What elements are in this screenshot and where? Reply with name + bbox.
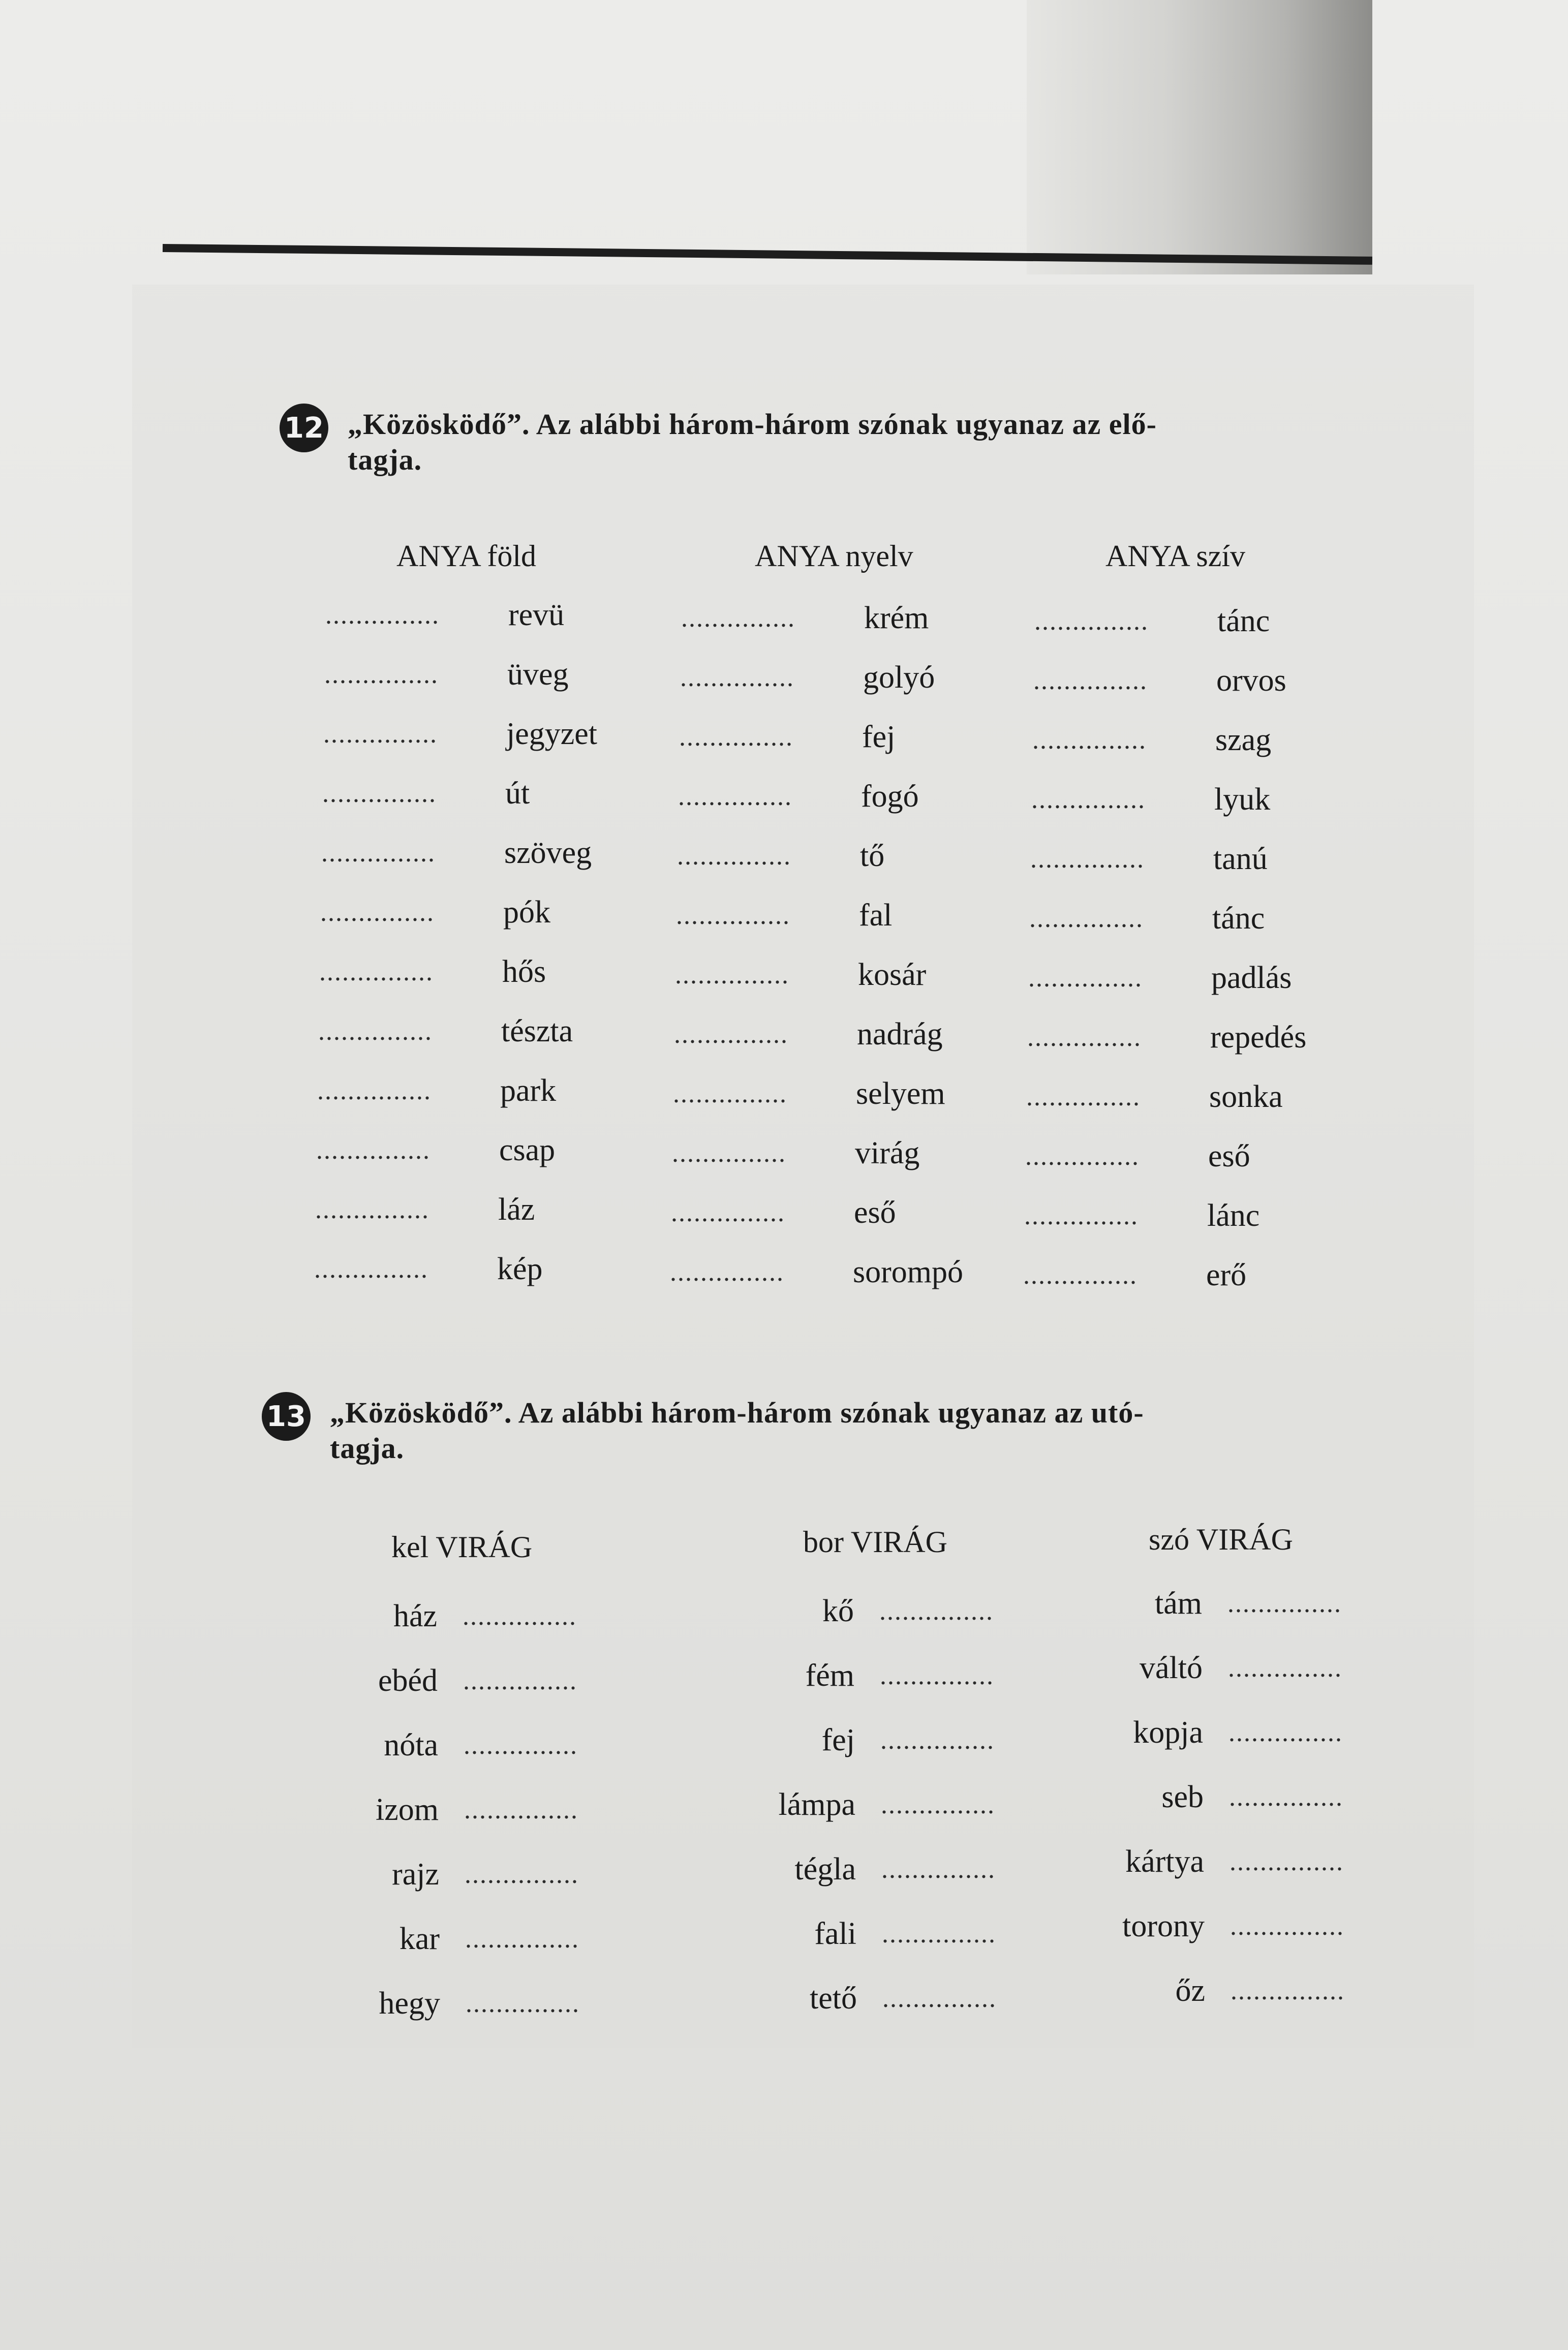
- exercise-row: [317, 1070, 703, 1111]
- heading-word: bor: [803, 1525, 844, 1559]
- answer-blank[interactable]: ...............: [679, 722, 793, 752]
- answer-blank[interactable]: ...............: [464, 1795, 578, 1825]
- exercise-row: [1024, 1195, 1410, 1236]
- word: tám: [1155, 1586, 1202, 1621]
- answer-blank[interactable]: ...............: [322, 779, 437, 808]
- word: torony: [1122, 1908, 1205, 1943]
- exercise-row: [680, 657, 1066, 698]
- word: ebéd: [378, 1663, 438, 1698]
- answer-blank[interactable]: ...............: [1229, 1847, 1344, 1876]
- word: lyuk: [1214, 782, 1271, 817]
- column-heading: [391, 1530, 747, 1565]
- answer-blank[interactable]: ...............: [1026, 1082, 1141, 1111]
- answer-blank[interactable]: ...............: [1032, 725, 1147, 755]
- word: krém: [864, 600, 929, 635]
- exercise-row: [681, 598, 1067, 638]
- instruction-line: „Közösködő”. Az alábbi három-három szónak ugyanaz az elő-: [348, 408, 1157, 441]
- answer-blank[interactable]: ...............: [314, 1254, 428, 1284]
- exercise-row: [325, 595, 712, 635]
- answer-blank[interactable]: ...............: [677, 841, 791, 871]
- answer-blank[interactable]: ...............: [316, 1135, 431, 1165]
- answer-blank[interactable]: ...............: [465, 1860, 579, 1889]
- answer-blank[interactable]: ...............: [1229, 1782, 1343, 1812]
- word: kosár: [858, 957, 927, 992]
- word: revü: [508, 597, 565, 632]
- exercise-row: [1031, 779, 1418, 820]
- answer-blank[interactable]: ...............: [1228, 1653, 1342, 1683]
- answer-blank[interactable]: ...............: [466, 1989, 580, 2018]
- exercise-row: [1033, 660, 1420, 701]
- instruction-line: „Közösködő”. Az alábbi három-három szónak ugyanaz az utó-: [330, 1396, 1144, 1429]
- answer-blank[interactable]: ...............: [673, 1079, 787, 1108]
- word: golyó: [863, 660, 935, 695]
- answer-blank[interactable]: ...............: [1033, 666, 1148, 695]
- answer-blank[interactable]: ...............: [676, 901, 790, 930]
- exercise-row: [679, 717, 1065, 757]
- answer-blank[interactable]: ...............: [880, 1725, 995, 1755]
- exercise-row: [673, 1073, 1059, 1114]
- answer-blank[interactable]: ...............: [1230, 1911, 1344, 1941]
- exercise-row: [315, 1189, 701, 1230]
- exercise-row: [676, 895, 1062, 936]
- exercise-row: [1081, 1712, 1467, 1753]
- exercise-row: [323, 714, 710, 754]
- word: tanú: [1213, 841, 1268, 876]
- answer-blank[interactable]: ...............: [678, 782, 792, 811]
- word: hős: [502, 954, 546, 989]
- word: szöveg: [504, 835, 592, 870]
- exercise-number-badge: 13: [262, 1392, 311, 1441]
- instruction-line: tagja.: [330, 1431, 405, 1465]
- word: eső: [854, 1195, 896, 1230]
- exercise-row: [1025, 1136, 1411, 1177]
- exercise-row: [1023, 1255, 1409, 1295]
- word: erő: [1206, 1257, 1247, 1292]
- exercise-row: [732, 1591, 1118, 1631]
- word: ház: [393, 1598, 437, 1633]
- word: váltó: [1140, 1650, 1203, 1685]
- exercise-row: [1030, 839, 1417, 879]
- word: izom: [376, 1792, 439, 1827]
- exercise-row: [1082, 1777, 1468, 1817]
- word: jegyzet: [506, 716, 598, 751]
- exercise-row: [1082, 1841, 1468, 1882]
- exercise-13-instruction: [330, 1395, 1144, 1466]
- exercise-row: [316, 1130, 702, 1170]
- answer-blank[interactable]: ...............: [463, 1666, 577, 1695]
- exercise-row: [1032, 720, 1419, 760]
- answer-blank[interactable]: ...............: [881, 1790, 995, 1819]
- answer-blank[interactable]: ...............: [675, 960, 789, 990]
- instruction-line: tagja.: [348, 443, 422, 476]
- answer-blank[interactable]: ...............: [681, 603, 795, 633]
- exercise-row: [318, 1983, 704, 2024]
- answer-blank[interactable]: ...............: [323, 719, 438, 749]
- answer-blank[interactable]: ...............: [1231, 1976, 1345, 2005]
- answer-blank[interactable]: ...............: [315, 1195, 429, 1224]
- heading-prefix: ANYA: [396, 539, 480, 573]
- exercise-row: [316, 1725, 702, 1766]
- answer-blank[interactable]: ...............: [1227, 1589, 1342, 1618]
- word: nóta: [384, 1727, 438, 1763]
- word: tánc: [1212, 901, 1265, 936]
- exercise-row: [734, 1913, 1121, 1954]
- answer-blank[interactable]: ...............: [882, 1919, 996, 1949]
- word: selyem: [856, 1076, 945, 1111]
- word: fal: [859, 898, 893, 933]
- heading-word: nyelv: [845, 539, 913, 573]
- exercise-row: [1029, 898, 1416, 939]
- word: őz: [1175, 1973, 1205, 2008]
- word: pók: [503, 894, 550, 930]
- word: fej: [821, 1722, 855, 1757]
- answer-blank[interactable]: ...............: [1228, 1718, 1343, 1747]
- answer-blank[interactable]: ...............: [320, 898, 435, 927]
- exercise-row: [675, 954, 1061, 995]
- exercise-row: [324, 654, 711, 695]
- column-heading: [803, 1525, 1159, 1560]
- exercise-row: [321, 832, 708, 873]
- answer-blank[interactable]: ...............: [1034, 606, 1149, 636]
- word: tő: [860, 838, 885, 873]
- exercise-13: [262, 1395, 1431, 1466]
- answer-blank[interactable]: ...............: [880, 1661, 994, 1690]
- exercise-row: [734, 1849, 1120, 1890]
- exercise-row: [671, 1192, 1057, 1233]
- heading-suffix: VIRÁG: [850, 1525, 947, 1559]
- word: kép: [497, 1251, 543, 1286]
- exercise-12: [280, 407, 1398, 477]
- exercise-row: [317, 1854, 703, 1895]
- word: park: [500, 1073, 557, 1108]
- answer-blank[interactable]: ...............: [1024, 1201, 1139, 1230]
- word: fém: [805, 1658, 854, 1693]
- exercise-row: [678, 776, 1064, 817]
- answer-blank[interactable]: ...............: [325, 600, 440, 630]
- answer-blank[interactable]: ...............: [465, 1924, 579, 1954]
- word: kar: [399, 1921, 440, 1956]
- word: tető: [810, 1981, 857, 2016]
- column-heading: [396, 539, 752, 574]
- word: tégla: [794, 1851, 856, 1887]
- word: orvos: [1216, 663, 1286, 698]
- word: csap: [499, 1132, 556, 1167]
- answer-blank[interactable]: ...............: [1023, 1260, 1137, 1290]
- exercise-row: [735, 1978, 1121, 2019]
- exercise-12-header: [280, 407, 1398, 477]
- answer-blank[interactable]: ...............: [882, 1984, 997, 2013]
- word: virág: [855, 1135, 920, 1170]
- word: lámpa: [778, 1787, 855, 1822]
- exercise-row: [733, 1784, 1120, 1825]
- answer-blank[interactable]: ...............: [317, 1076, 432, 1105]
- exercise-row: [316, 1660, 702, 1701]
- heading-word: szó: [1149, 1523, 1189, 1556]
- exercise-row: [1083, 1970, 1469, 2011]
- exercise-row: [1028, 957, 1415, 998]
- word: lánc: [1207, 1198, 1260, 1233]
- word: fogó: [861, 779, 919, 814]
- exercise-row: [317, 1789, 703, 1830]
- heading-word: szív: [1196, 539, 1246, 573]
- word: tészta: [501, 1013, 573, 1048]
- exercise-row: [1080, 1583, 1466, 1624]
- exercise-row: [1083, 1906, 1469, 1946]
- exercise-row: [733, 1720, 1119, 1760]
- exercise-row: [318, 1011, 704, 1052]
- exercise-row: [677, 836, 1063, 876]
- column-heading: [1149, 1522, 1504, 1557]
- word: repedés: [1210, 1019, 1307, 1055]
- word: kő: [822, 1593, 854, 1628]
- exercise-number-badge: 12: [280, 404, 328, 452]
- word: rajz: [392, 1857, 439, 1892]
- word: szag: [1215, 722, 1272, 757]
- word: seb: [1161, 1779, 1204, 1814]
- heading-suffix: VIRÁG: [436, 1530, 533, 1564]
- heading-prefix: ANYA: [755, 539, 838, 573]
- answer-blank[interactable]: ...............: [1030, 844, 1145, 874]
- word: tánc: [1217, 603, 1270, 638]
- exercise-row: [319, 951, 705, 992]
- answer-blank[interactable]: ...............: [1028, 963, 1143, 993]
- column-heading: [1105, 539, 1461, 574]
- word: fej: [862, 719, 896, 754]
- exercise-row: [315, 1596, 701, 1636]
- word: kártya: [1125, 1844, 1204, 1879]
- exercise-row: [670, 1252, 1056, 1292]
- heading-word: kel: [391, 1530, 429, 1564]
- heading-prefix: ANYA: [1105, 539, 1189, 573]
- answer-blank[interactable]: ...............: [1029, 904, 1144, 933]
- answer-blank[interactable]: ...............: [881, 1854, 996, 1884]
- answer-blank[interactable]: ...............: [463, 1601, 577, 1631]
- word: fali: [814, 1916, 856, 1951]
- exercise-13-header: [262, 1395, 1431, 1466]
- exercise-row: [672, 1133, 1058, 1173]
- exercise-12-instruction: [348, 407, 1157, 477]
- word: sonka: [1209, 1079, 1283, 1114]
- answer-blank[interactable]: ...............: [324, 660, 439, 689]
- answer-blank[interactable]: ...............: [464, 1730, 578, 1760]
- column-heading: [755, 539, 1111, 574]
- exercise-row: [320, 892, 706, 933]
- word: üveg: [507, 657, 569, 692]
- exercise-row: [1034, 601, 1421, 641]
- heading-word: föld: [487, 539, 537, 573]
- exercise-row: [674, 1014, 1060, 1055]
- exercise-row: [732, 1655, 1119, 1696]
- word: út: [505, 776, 530, 811]
- word: padlás: [1211, 960, 1292, 995]
- exercise-row: [1027, 1017, 1413, 1058]
- exercise-row: [322, 773, 709, 814]
- answer-blank[interactable]: ...............: [1031, 785, 1146, 814]
- word: hegy: [379, 1986, 440, 2021]
- exercise-row: [314, 1249, 700, 1289]
- answer-blank[interactable]: ...............: [318, 1016, 433, 1046]
- answer-blank[interactable]: ...............: [674, 1019, 788, 1049]
- scan-shadow: [1027, 0, 1372, 274]
- answer-blank[interactable]: ...............: [670, 1257, 784, 1287]
- exercise-row: [1026, 1076, 1412, 1117]
- answer-blank[interactable]: ...............: [680, 663, 794, 692]
- word: láz: [498, 1192, 535, 1227]
- answer-blank[interactable]: ...............: [319, 957, 434, 986]
- word: eső: [1208, 1138, 1250, 1173]
- exercise-row: [1081, 1648, 1467, 1688]
- answer-blank[interactable]: ...............: [672, 1138, 786, 1168]
- answer-blank[interactable]: ...............: [321, 838, 436, 868]
- answer-blank[interactable]: ...............: [879, 1596, 994, 1626]
- exercise-row: [318, 1919, 704, 1959]
- answer-blank[interactable]: ...............: [1027, 1023, 1142, 1052]
- answer-blank[interactable]: ...............: [1025, 1141, 1140, 1171]
- word: sorompó: [853, 1254, 963, 1289]
- answer-blank[interactable]: ...............: [671, 1198, 785, 1227]
- word: kopja: [1133, 1715, 1203, 1750]
- heading-suffix: VIRÁG: [1196, 1523, 1293, 1556]
- word: nadrág: [857, 1016, 943, 1052]
